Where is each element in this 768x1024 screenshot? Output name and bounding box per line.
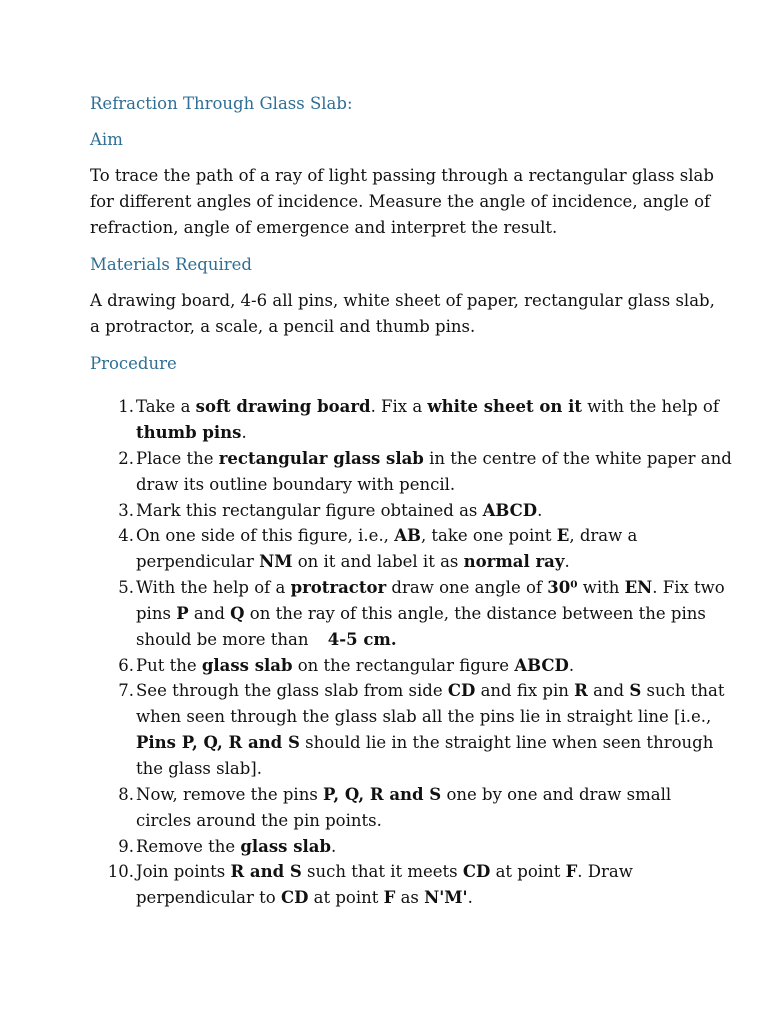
text-run: . <box>564 552 570 571</box>
text-run: and <box>188 604 231 623</box>
step-text <box>136 782 671 834</box>
step-line <box>136 704 724 730</box>
text-run: . <box>467 888 473 907</box>
bold-term: R and S <box>230 862 302 881</box>
text-run: on it and label it as <box>292 552 464 571</box>
text-run: With the help of a <box>136 578 291 597</box>
text-run: . Fix two <box>652 578 725 597</box>
text-run: perpendicular <box>136 552 260 571</box>
bold-term: rectangular glass slab <box>218 449 424 468</box>
step-text <box>136 678 724 782</box>
materials-paragraph <box>90 288 715 340</box>
bold-term: normal ray <box>463 552 565 571</box>
bold-term: ABCD <box>482 501 538 520</box>
step-number: 3. <box>118 501 134 520</box>
step-text <box>136 446 732 498</box>
step-line <box>136 575 725 601</box>
materials-line: A drawing board, 4-6 all pins, white sheet of paper, rectangular glass slab, <box>90 291 715 310</box>
text-run: perpendicular to <box>136 888 281 907</box>
bold-term: CD <box>447 681 476 700</box>
bold-term: N'M' <box>424 888 468 907</box>
step-line <box>136 498 542 524</box>
step-number: 4. <box>118 526 134 545</box>
step-text <box>136 575 725 653</box>
bold-term: Q <box>230 604 245 623</box>
step-text <box>136 394 719 446</box>
step-line <box>136 782 671 808</box>
step-line <box>136 808 671 834</box>
text-run: such that it meets <box>301 862 463 881</box>
text-run: . <box>537 501 543 520</box>
step-number: 2. <box>118 449 134 468</box>
text-run: draw one angle of <box>386 578 548 597</box>
step-line <box>136 627 725 653</box>
bold-term: S <box>629 681 642 700</box>
text-run: On one side of this figure, i.e., <box>136 526 395 545</box>
text-run: Put the <box>136 656 202 675</box>
bold-term: 4-5 cm. <box>327 630 397 649</box>
text-run: , take one point <box>420 526 557 545</box>
materials-line: a protractor, a scale, a pencil and thumb pins. <box>90 317 476 336</box>
procedure-heading: Procedure <box>90 354 177 373</box>
aim-line: refraction, angle of emergence and interpret the result. <box>90 218 558 237</box>
text-run: with the help of <box>582 397 719 416</box>
step-number: 10. <box>107 862 134 881</box>
step-line <box>136 756 724 782</box>
step-text <box>136 498 542 524</box>
step-text <box>136 523 637 575</box>
step-line <box>136 730 724 756</box>
bold-term: white sheet on it <box>427 397 583 416</box>
step-number: 5. <box>118 578 134 597</box>
bold-term: F <box>383 888 396 907</box>
text-run: . <box>330 837 337 856</box>
step-line <box>136 678 724 704</box>
text-run: Place the <box>136 449 219 468</box>
bold-term: F <box>565 862 578 881</box>
step-line <box>136 446 732 472</box>
bold-term: CD <box>280 888 309 907</box>
bold-term: AB <box>394 526 421 545</box>
text-run: . Fix a <box>370 397 428 416</box>
aim-paragraph <box>90 163 714 241</box>
text-run: See through the glass slab from side <box>136 681 448 700</box>
text-run: in the centre of the white paper and <box>423 449 732 468</box>
text-run: . <box>568 656 575 675</box>
bold-term: thumb pins <box>136 423 242 442</box>
text-run: Now, remove the pins <box>136 785 324 804</box>
step-number: 6. <box>118 656 134 675</box>
text-run: one by one and draw small <box>441 785 672 804</box>
text-run: and <box>587 681 630 700</box>
text-run: with <box>577 578 625 597</box>
step-line <box>136 394 719 420</box>
step-line <box>136 834 336 860</box>
materials-heading: Materials Required <box>90 255 252 274</box>
step-line <box>136 549 637 575</box>
aim-line: To trace the path of a ray of light passing through a rectangular glass slab <box>90 166 714 185</box>
text-run: Remove the <box>136 837 241 856</box>
bold-term: CD <box>462 862 491 881</box>
bold-term: EN <box>624 578 653 597</box>
bold-term: NM <box>259 552 293 571</box>
bold-term: E <box>556 526 570 545</box>
text-run: and fix pin <box>475 681 575 700</box>
step-line <box>136 859 633 885</box>
text-run: at point <box>490 862 566 881</box>
bold-term: Pins P, Q, R and S <box>136 733 300 752</box>
step-line <box>136 523 637 549</box>
text-run: should be more than <box>136 630 314 649</box>
step-number: 9. <box>118 837 134 856</box>
text-run: such that <box>641 681 725 700</box>
bold-term: P <box>176 604 189 623</box>
step-number: 8. <box>118 785 134 804</box>
step-line <box>136 885 633 911</box>
step-text <box>136 653 574 679</box>
text-run: the glass slab]. <box>136 759 262 778</box>
step-text <box>136 859 633 911</box>
bold-term: R <box>574 681 588 700</box>
text-run: when seen through the glass slab all the pins lie in straight line [i.e., <box>136 707 712 726</box>
text-run: on the rectangular figure <box>292 656 515 675</box>
step-number: 7. <box>118 681 134 700</box>
aim-heading: Aim <box>90 130 123 149</box>
bold-term: P, Q, R and S <box>323 785 442 804</box>
step-number: 1. <box>118 397 134 416</box>
bold-term: glass slab <box>240 837 331 856</box>
text-run: should lie in the straight line when seen through <box>299 733 714 752</box>
bold-term: 30⁰ <box>547 578 578 597</box>
text-run: Mark this rectangular figure obtained as <box>136 501 483 520</box>
document-title: Refraction Through Glass Slab: <box>90 94 353 113</box>
step-text <box>136 834 336 860</box>
aim-line: for different angles of incidence. Measure the angle of incidence, angle of <box>90 192 711 211</box>
bold-term: protractor <box>290 578 387 597</box>
text-run: as <box>395 888 425 907</box>
step-line <box>136 601 725 627</box>
text-run: circles around the pin points. <box>136 811 382 830</box>
text-run: . Draw <box>577 862 633 881</box>
text-run: at point <box>308 888 384 907</box>
text-run: Take a <box>136 397 196 416</box>
text-run: pins <box>136 604 177 623</box>
text-run: . <box>241 423 247 442</box>
text-run: Join points <box>136 862 231 881</box>
step-line <box>136 420 719 446</box>
text-run: draw its outline boundary with pencil. <box>136 475 456 494</box>
bold-term: soft drawing board <box>195 397 371 416</box>
text-run: , draw a <box>569 526 638 545</box>
bold-term: glass slab <box>201 656 293 675</box>
bold-term: ABCD <box>514 656 569 675</box>
step-line <box>136 653 574 679</box>
text-run: on the ray of this angle, the distance between the pins <box>244 604 706 623</box>
step-line <box>136 472 732 498</box>
